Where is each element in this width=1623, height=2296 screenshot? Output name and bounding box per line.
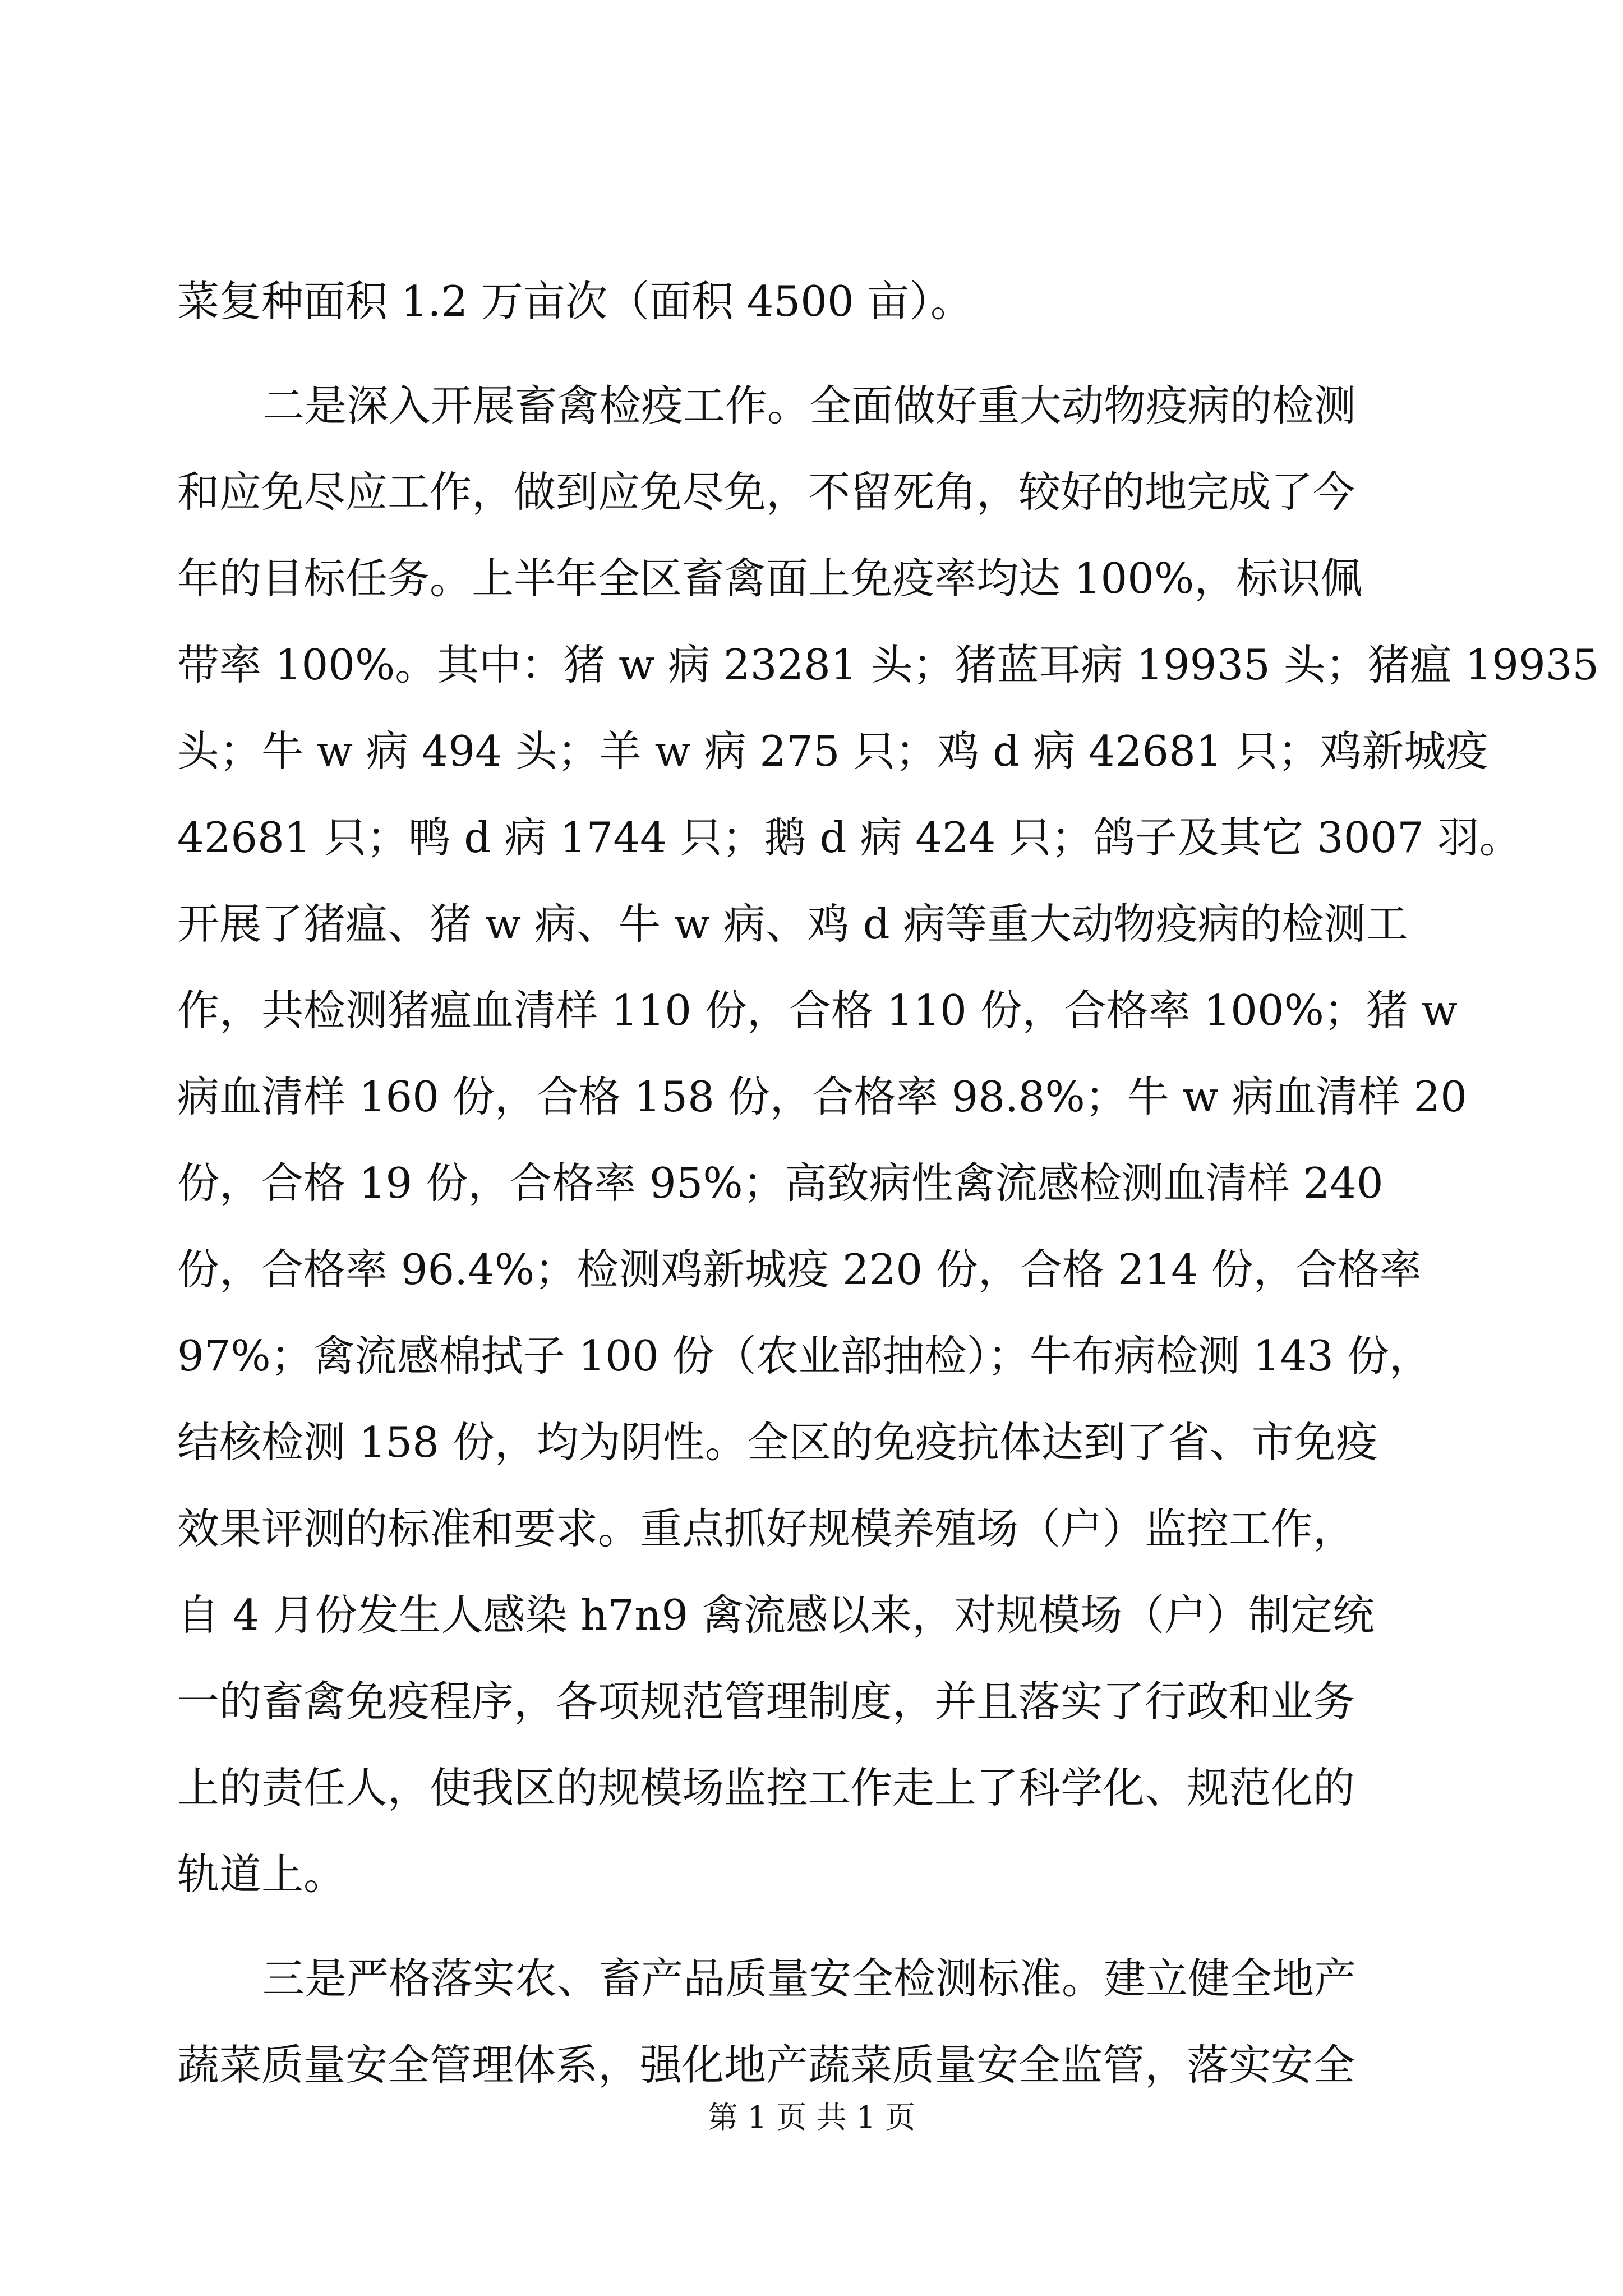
body-text-line: 结核检测 158 份，均为阴性。全区的免疫抗体达到了省、市免疫 [177,1418,1378,1467]
body-text-line: 三是严格落实农、畜产品质量安全检测标准。建立健全地产 [262,1954,1357,2003]
body-text-line: 42681 只；鸭 d 病 1744 只；鹅 d 病 424 只；鸽子及其它 3007 羽。 [177,813,1521,862]
body-text-line: 带率 100%。其中：猪 w 病 23281 头；猪蓝耳病 19935 头；猪瘟 19935 [177,640,1599,689]
body-text-line: 份，合格 19 份，合格率 95%；高致病性禽流感检测血清样 240 [177,1158,1384,1208]
body-text-line: 菜复种面积 1.2 万亩次（面积 4500 亩）。 [177,277,973,326]
body-text-line: 年的目标任务。上半年全区畜禽面上免疫率均达 100%，标识佩 [177,554,1363,603]
body-text-line: 头；牛 w 病 494 头；羊 w 病 275 只；鸡 d 病 42681 只；鸡新城疫 [177,726,1488,776]
body-text-line: 二是深入开展畜禽检疫工作。全面做好重大动物疫病的检测 [262,381,1357,430]
body-text-line: 效果评测的标准和要求。重点抓好规模养殖场（户）监控工作， [177,1504,1355,1553]
paragraph-gap [177,1917,1450,1935]
body-text-line: 上的责任人，使我区的规模场监控工作走上了科学化、规范化的 [177,1763,1355,1812]
body-text-line: 蔬菜质量安全管理体系，强化地产蔬菜质量安全监管，落实安全 [177,2040,1355,2090]
body-text-line: 病血清样 160 份，合格 158 份，合格率 98.8%；牛 w 病血清样 20 [177,1072,1467,1121]
body-text-line: 开展了猪瘟、猪 w 病、牛 w 病、鸡 d 病等重大动物疫病的检测工 [177,899,1408,949]
body-text-line: 作，共检测猪瘟血清样 110 份，合格 110 份，合格率 100%；猪 w [177,986,1458,1035]
body-text-line: 自 4 月份发生人感染 h7n9 禽流感以来，对规模场（户）制定统 [177,1590,1375,1640]
body-text-line: 轨道上。 [177,1849,346,1899]
document-body [177,258,1599,2108]
body-text-line: 一的畜禽免疫程序，各项规范管理制度，并且落实了行政和业务 [177,1677,1355,1726]
body-text-line: 份，合格率 96.4%；检测鸡新城疫 220 份，合格 214 份，合格率 [177,1245,1422,1294]
page-footer: 第 1 页 共 1 页 [707,2100,916,2135]
paragraph-gap [177,344,1450,362]
body-text-line: 97%；禽流感棉拭子 100 份（农业部抽检）；牛布病检测 143 份， [177,1331,1431,1381]
body-text-line: 和应免尽应工作，做到应免尽免，不留死角，较好的地完成了今 [177,467,1355,517]
